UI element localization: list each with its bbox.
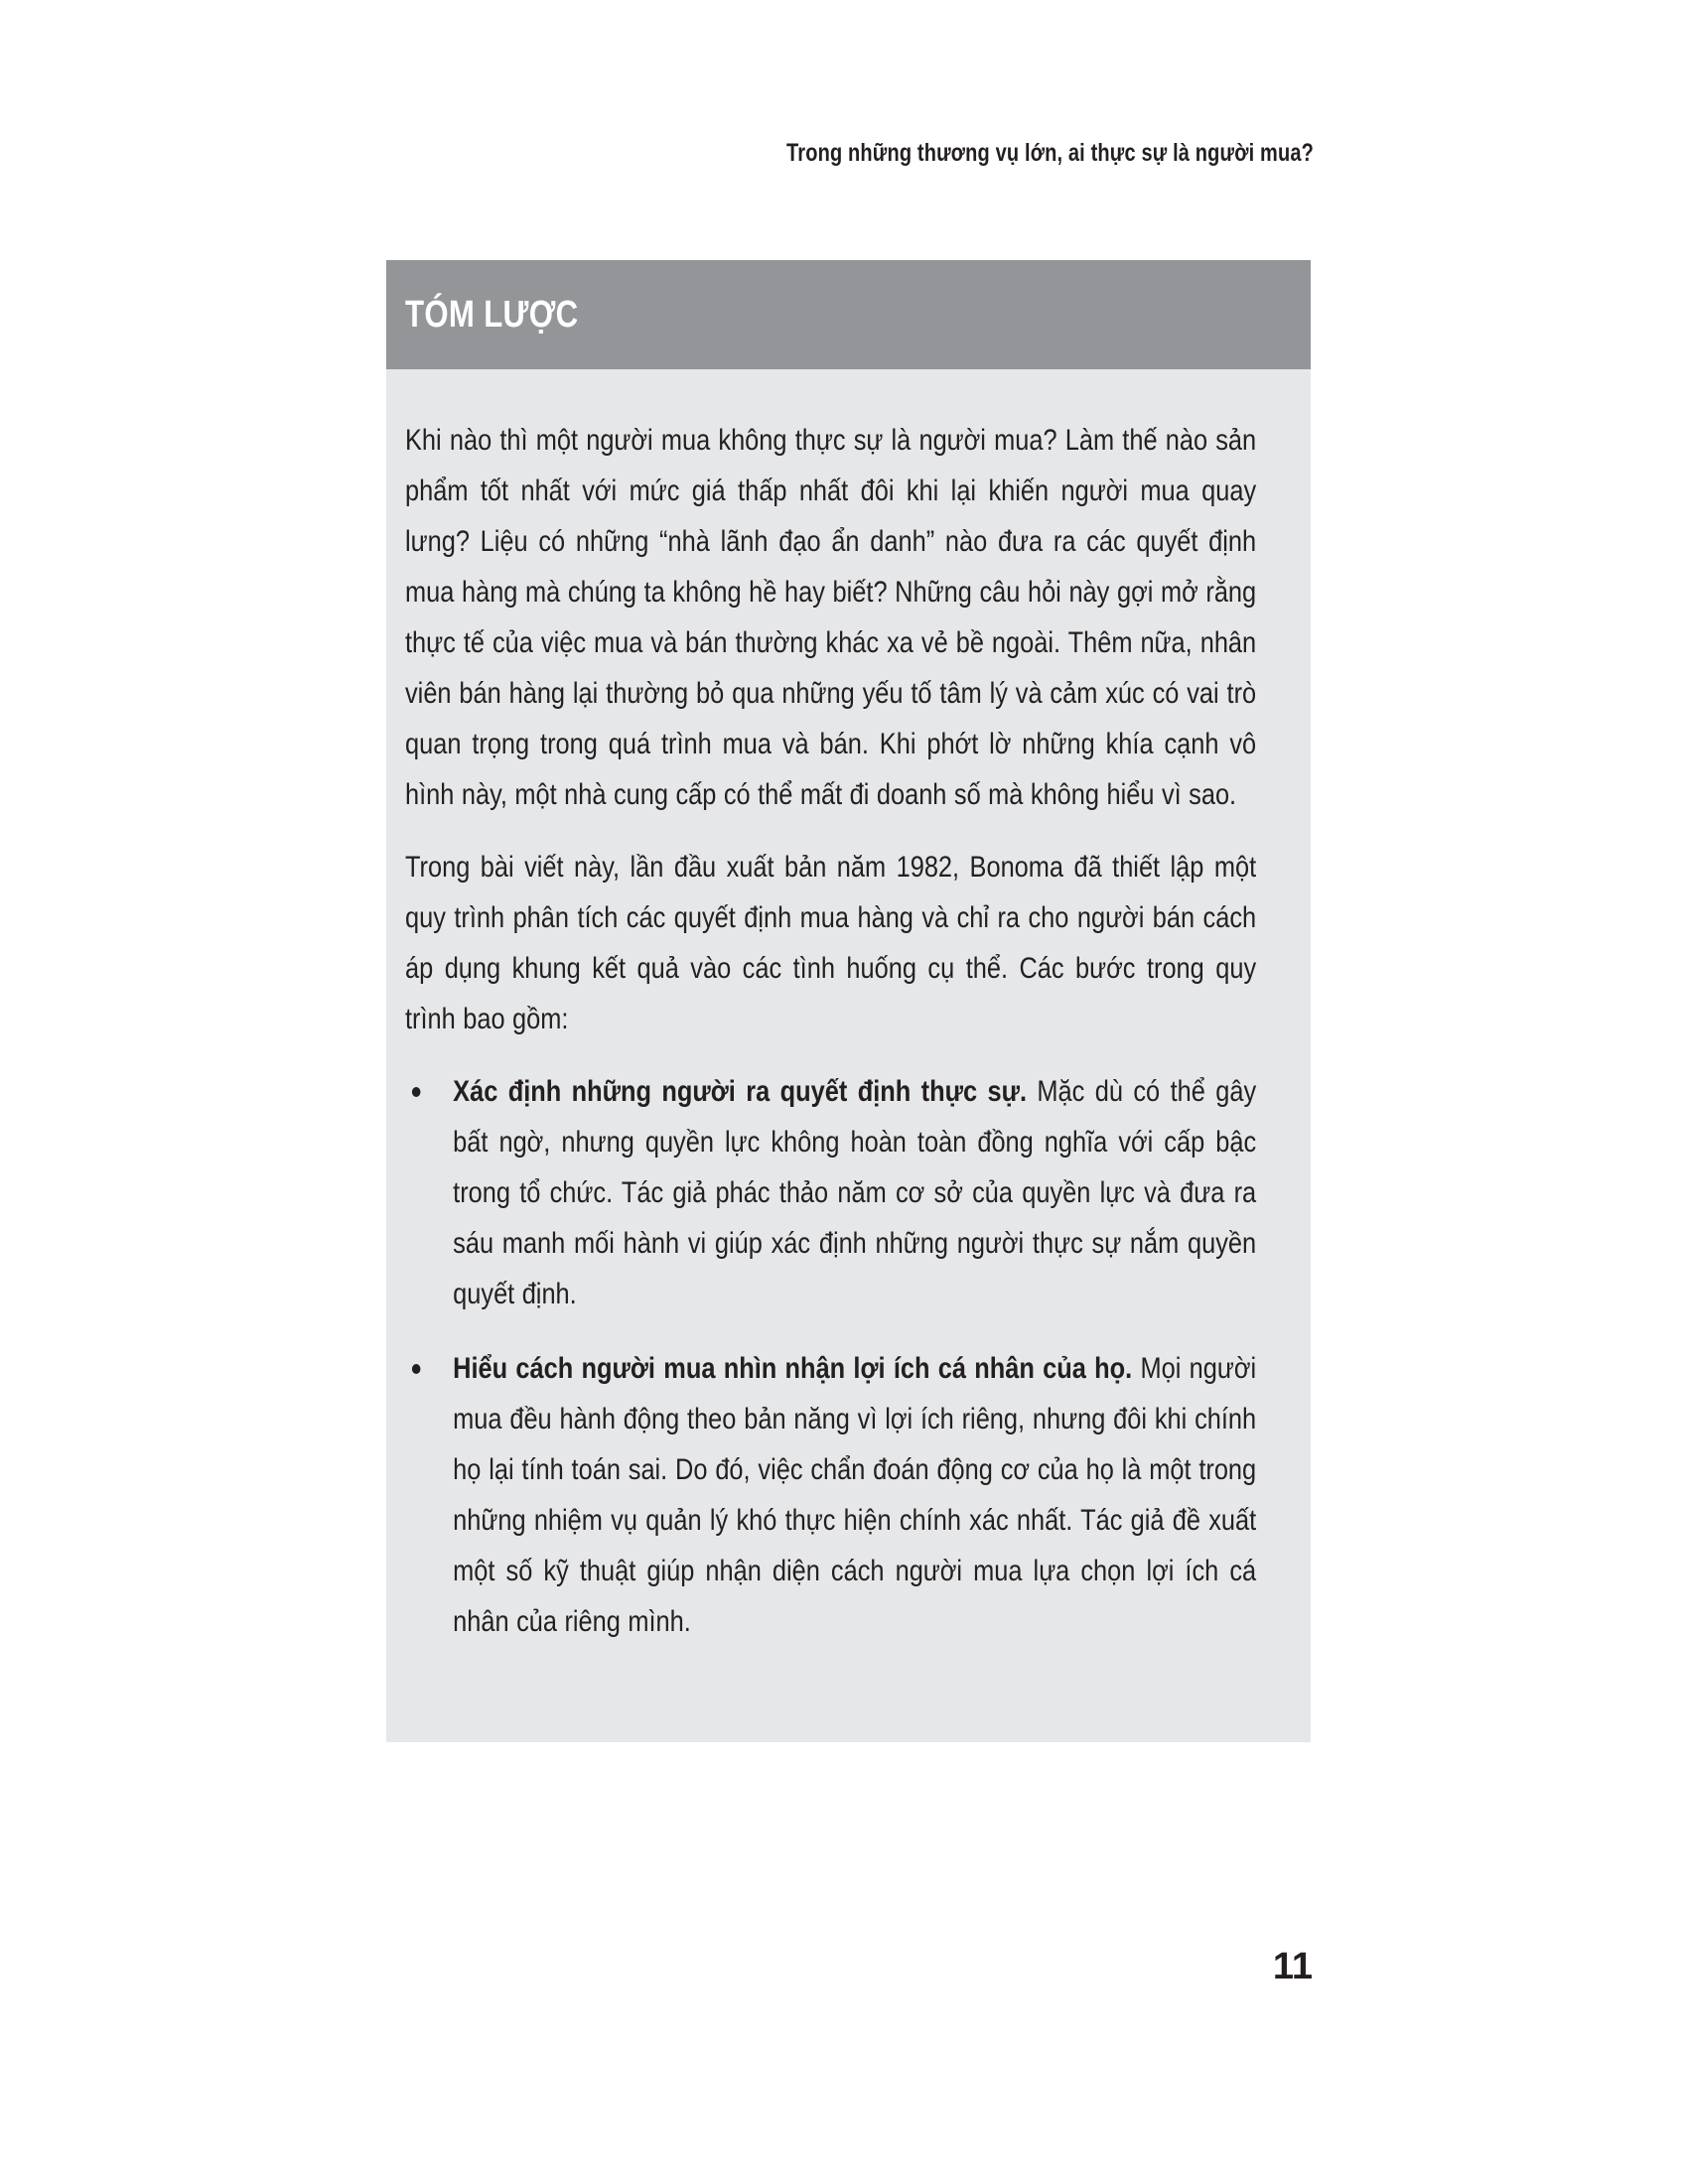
- list-item: [405, 1343, 1256, 1647]
- list-item: [405, 1066, 1256, 1319]
- bullet-lead-2: Hiểu cách người mua nhìn nhận lợi ích cá nhân của họ.: [453, 1352, 1133, 1385]
- bullet-text-2: Mọi người mua đều hành động theo bản năng vì lợi ích riêng, nhưng đôi khi chính họ lại tính toán sai. Do đó, việc chẩn đoán động cơ của họ là một trong những nhiệm vụ quản lý khó thực hiện chính xác nhất. Tác giả đề xuất một số kỹ thuật giúp nhận diện cách người mua lựa chọn lợi ích cá nhân của riêng mình.: [453, 1352, 1257, 1638]
- summary-title: TÓM LƯỢC: [405, 293, 579, 336]
- summary-paragraph-1: Khi nào thì một người mua không thực sự là người mua? Làm thế nào sản phẩm tốt nhất với mức giá thấp nhất đôi khi lại khiến người mua quay lưng? Liệu có những “nhà lãnh đạo ẩn danh” nào đưa ra các quyết định mua hàng mà chúng ta không hề hay biết? Những câu hỏi này gợi mở rằng thực tế của việc mua và bán thường khác xa vẻ bề ngoài. Thêm nữa, nhân viên bán hàng lại thường bỏ qua những yếu tố tâm lý và cảm xúc có vai trò quan trọng trong quá trình mua và bán. Khi phớt lờ những khía cạnh vô hình này, một nhà cung cấp có thể mất đi doanh số mà không hiểu vì sao.: [405, 424, 1257, 811]
- bullet-dot-icon: [412, 1087, 421, 1097]
- summary-body: [386, 369, 1311, 1742]
- running-header: Trong những thương vụ lớn, ai thực sự là người mua?: [785, 139, 1314, 167]
- summary-bullet-list: [405, 1066, 1256, 1647]
- bullet-dot-icon: [412, 1364, 421, 1374]
- bullet-lead-1: Xác định những người ra quyết định thực sự.: [453, 1075, 1028, 1108]
- page-number: 11: [1272, 1946, 1313, 1987]
- bullet-text-1: Mặc dù có thể gây bất ngờ, nhưng quyền lực không hoàn toàn đồng nghĩa với cấp bậc trong tổ chức. Tác giả phác thảo năm cơ sở của quyền lực và đưa ra sáu manh mối hành vi giúp xác định những người thực sự nắm quyền quyết định.: [453, 1075, 1257, 1310]
- summary-paragraph-2: Trong bài viết này, lần đầu xuất bản năm 1982, Bonoma đã thiết lập một quy trình phân tích các quyết định mua hàng và chỉ ra cho người bán cách áp dụng khung kết quả vào các tình huống cụ thể. Các bước trong quy trình bao gồm:: [405, 851, 1257, 1035]
- summary-header-bar: [386, 260, 1311, 369]
- summary-panel: [386, 260, 1311, 1742]
